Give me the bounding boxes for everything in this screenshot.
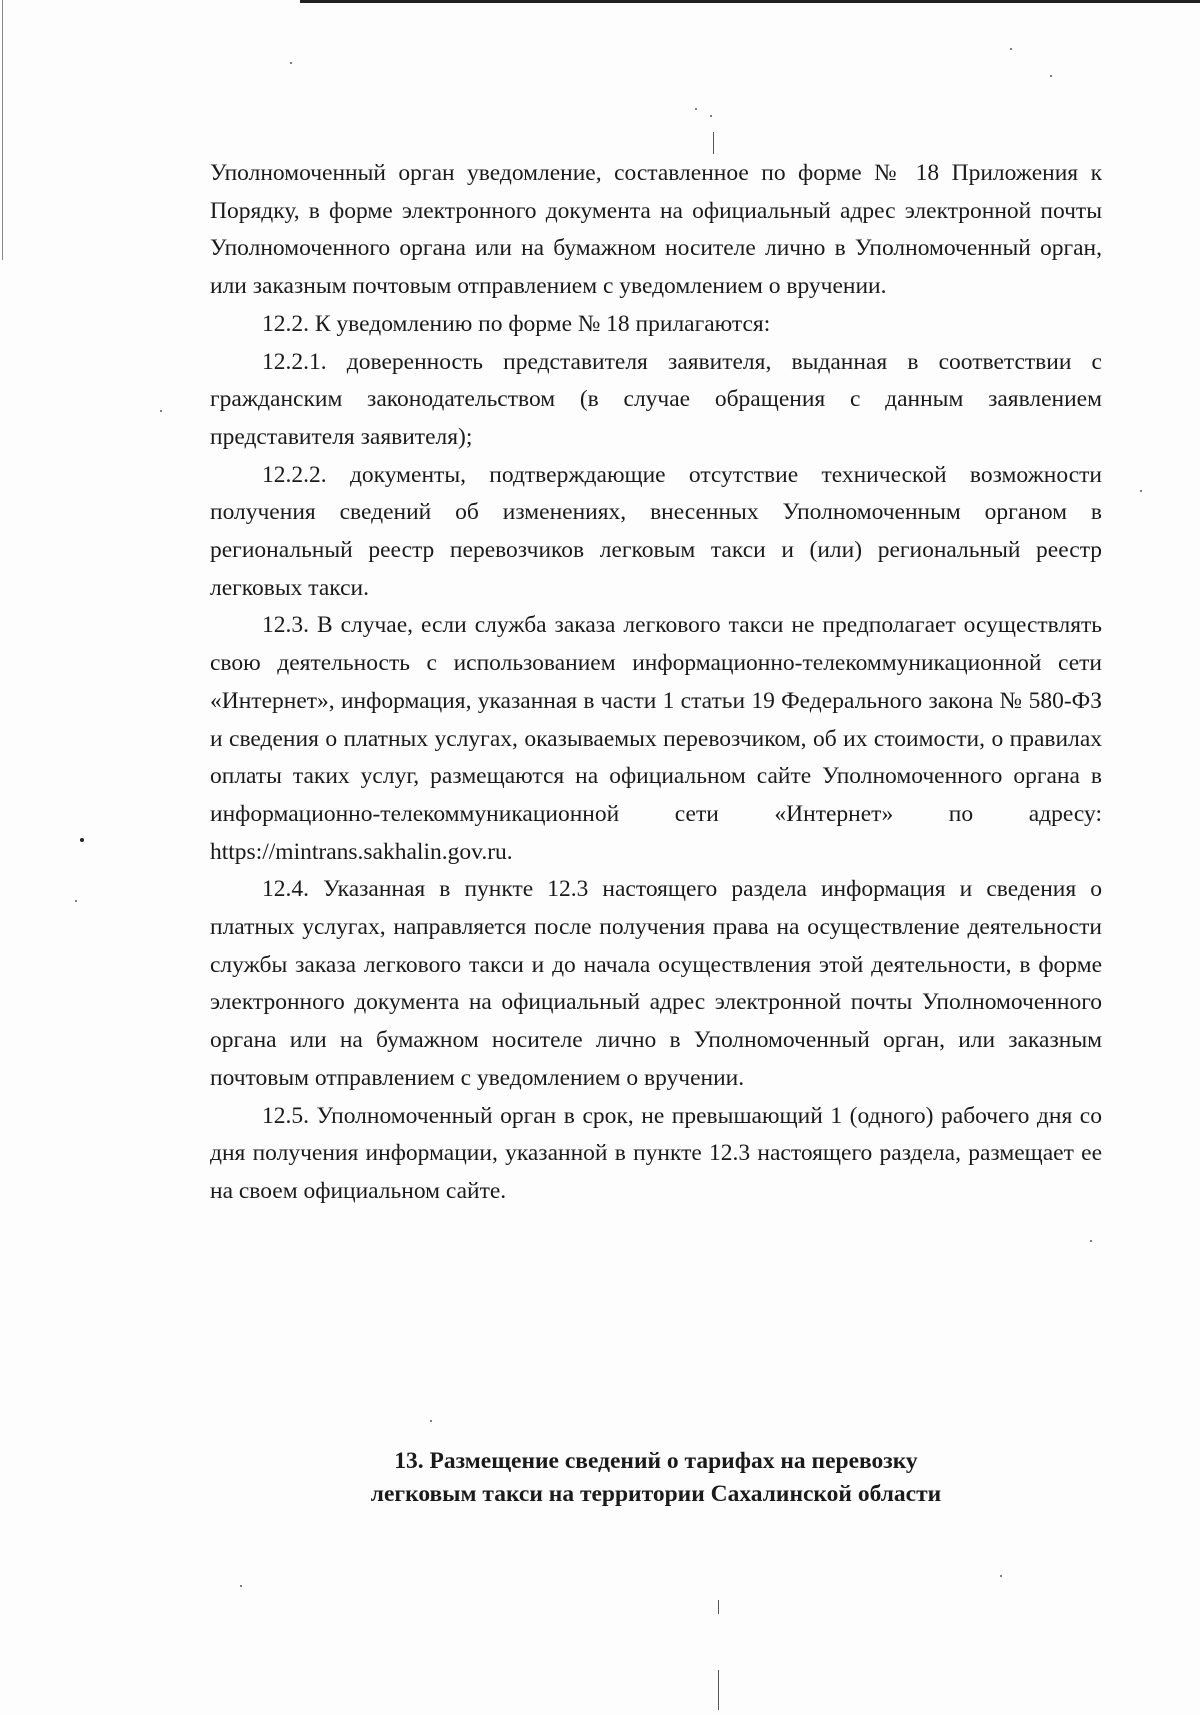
scan-speck xyxy=(695,108,697,110)
paragraph-12-2-1: 12.2.1. доверенность представителя заявителя, выданная в соответствии с гражданским законодательством (в случае обращения с данным заявлением представителя заявителя); xyxy=(210,348,1102,450)
scan-speck xyxy=(1000,1575,1002,1577)
scan-mark xyxy=(713,132,714,154)
scan-speck xyxy=(1010,48,1012,50)
scan-speck xyxy=(160,410,162,412)
scan-speck xyxy=(430,1420,432,1422)
scan-speck xyxy=(80,838,84,842)
scan-top-edge xyxy=(300,0,1200,3)
scan-speck xyxy=(1050,75,1052,77)
paragraph-12-4: 12.4. Указанная в пункте 12.3 настоящего раздела информация и сведения о платных услугах, направляется после получения права на осуществление деятельности службы заказа легкового такси и до начала осуществления этой деятельности, в форме электронного документа на официальный адрес электронной почты Уполномоченного органа или на бумажном носителе лично в Уполномоченный орган, или заказным почтовым отправлением с уведомлением о вручении. xyxy=(210,876,1102,1091)
scan-mark xyxy=(718,1670,719,1710)
paragraph-12-5: 12.5. Уполномоченный орган в срок, не превышающий 1 (одного) рабочего дня со дня получения информации, указанной в пункте 12.3 настоящего раздела, размещает ее на своем официальном сайте. xyxy=(210,1102,1102,1204)
scan-mark xyxy=(718,1600,719,1614)
section-heading-line-2: легковым такси на территории Сахалинской области xyxy=(370,1481,942,1507)
paragraph-continuation: Уполномоченный орган уведомление, составленное по форме № 18 Приложения к Порядку, в форме электронного документа на официальный адрес электронной почты Уполномоченного органа или на бумажном носителе лично в Уполномоченный орган, или заказным почтовым отправлением с уведомлением о вручении. xyxy=(210,160,1102,300)
paragraph-12-2-2: 12.2.2. документы, подтверждающие отсутствие технической возможности получения сведений об изменениях, внесенных Уполномоченным органом в региональный реестр перевозчиков легковым такси и (или) региональный реестр легковых такси. xyxy=(210,461,1102,601)
section-13-heading xyxy=(210,1445,1102,1511)
paragraph-12-2: 12.2. К уведомлению по форме № 18 прилагаются: xyxy=(262,310,771,337)
scan-speck xyxy=(710,115,712,117)
paragraph-12-3: 12.3. В случае, если служба заказа легкового такси не предполагает осуществлять свою деятельность с использованием информационно-телекоммуникационной сети «Интернет», информация, указанная в части 1 статьи 19 Федерального закона № 580-ФЗ и сведения о платных услугах, оказываемых перевозчиком, об их стоимости, о правилах оплаты таких услуг, размещаются на официальном сайте Уполномоченного органа в информационно-телекоммуникационной сети «Интернет» по адресу: https://mintrans.sakhalin.gov.ru. xyxy=(210,612,1102,865)
document-body xyxy=(210,155,1102,1211)
scan-speck xyxy=(240,1585,242,1587)
scan-speck xyxy=(1090,1240,1092,1242)
scan-speck xyxy=(1140,490,1142,492)
scan-speck xyxy=(290,62,292,64)
scan-speck xyxy=(75,900,77,902)
scan-left-edge xyxy=(2,0,3,260)
section-heading-line-1: 13. Размещение сведений о тарифах на перевозку xyxy=(394,1448,918,1474)
